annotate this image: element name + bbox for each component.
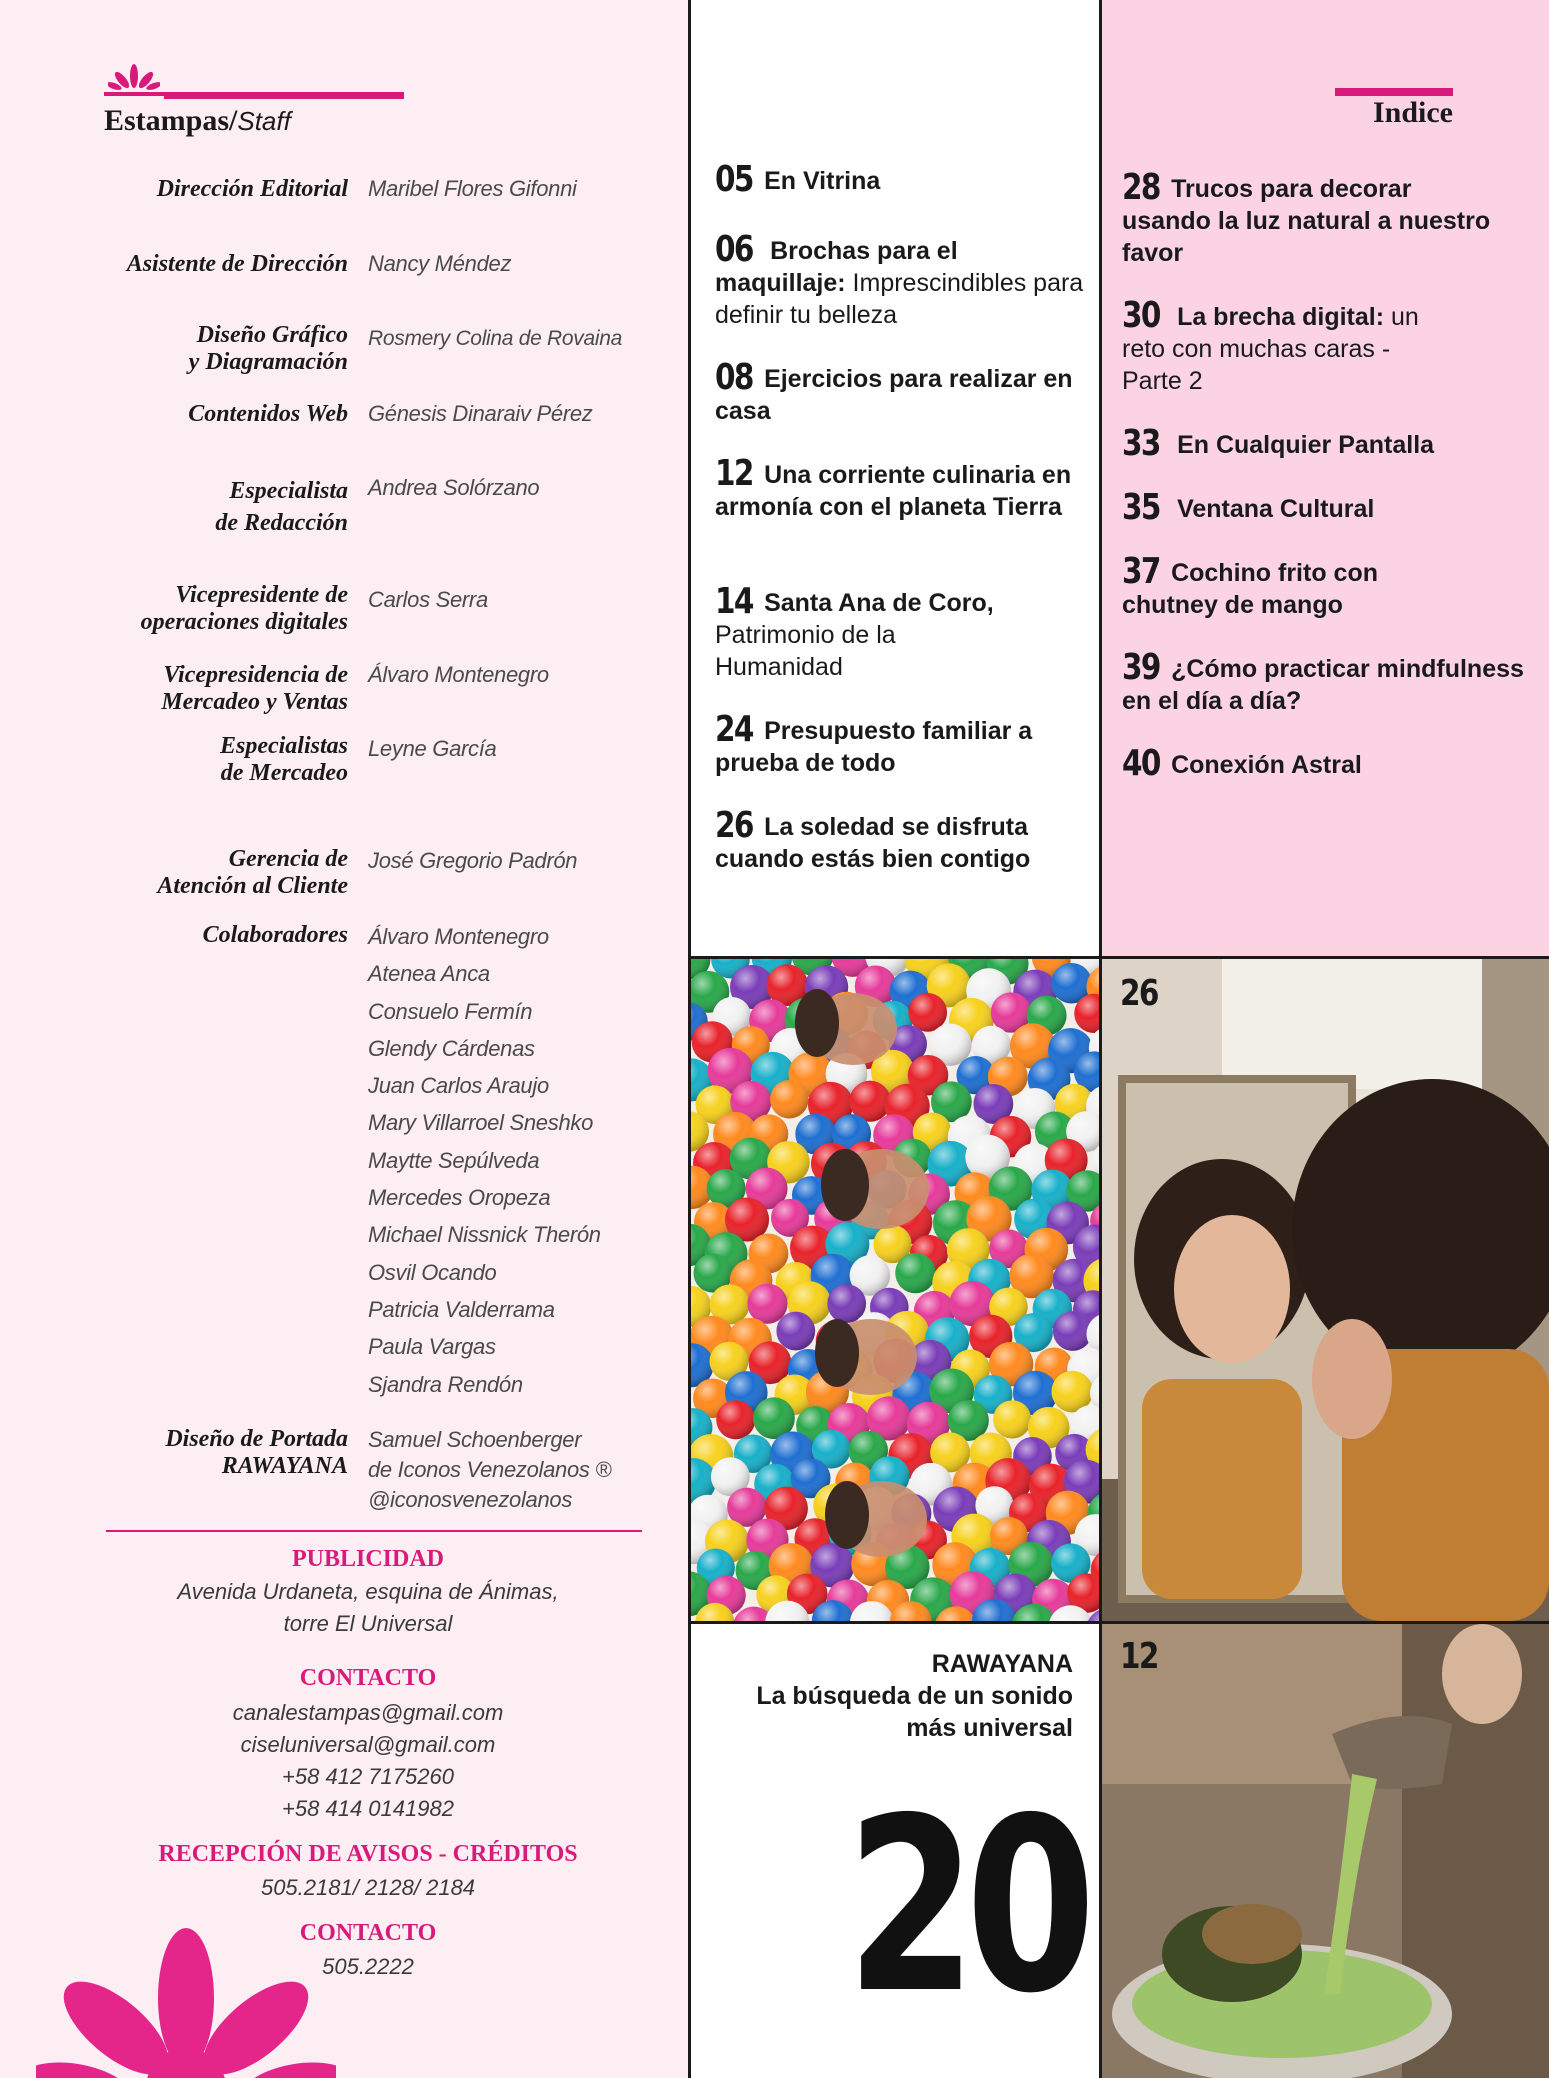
index-entry[interactable] [1122, 551, 1422, 621]
collaborator-name: Mercedes Oropeza [368, 1185, 551, 1211]
staff-name: Nancy Méndez [368, 251, 512, 276]
entry-title: Conexión Astral [1171, 751, 1362, 779]
index-entry[interactable] [715, 805, 1055, 875]
masthead-bar [164, 92, 404, 99]
index-column-left [691, 0, 1099, 956]
staff-role: Vicepresidencia de Mercadeo y Ventas [161, 662, 348, 715]
staff-name: Leyne García [368, 736, 497, 761]
index-entry[interactable] [715, 229, 1085, 331]
page-number: 33 [1122, 423, 1160, 464]
image-page-number: 12 [1120, 1636, 1158, 1677]
index-entry[interactable] [1122, 647, 1542, 717]
entry-description: un reto con muchas caras - Parte 2 [1122, 303, 1419, 395]
staff-role: Asistente de Dirección [126, 251, 348, 277]
index-entry[interactable] [1122, 295, 1452, 397]
entry-title: Una corriente culinaria en armonía con el planeta Tierra [715, 461, 1072, 521]
flower-logo-icon [108, 62, 160, 92]
staff-name: Génesis Dinaraiv Pérez [368, 401, 593, 426]
staff-name: Álvaro Montenegro [368, 662, 549, 687]
page-number: 40 [1122, 743, 1160, 784]
page-number: 35 [1122, 487, 1160, 528]
collaborator-name: Osvil Ocando [368, 1259, 497, 1285]
index-column-right [1102, 0, 1549, 956]
collaborator-name: Mary Villarroel Sneshko [368, 1110, 594, 1136]
staff-role: Gerencia de Atención al Cliente [157, 846, 348, 899]
flower-decoration-icon [36, 1918, 336, 2078]
publicidad-line: Avenida Urdaneta, esquina de Ánimas, [177, 1579, 559, 1604]
collaborator-name: Consuelo Fermín [368, 998, 533, 1024]
entry-title: La soledad se disfruta cuando estás bien contigo [715, 813, 1031, 873]
entry-title: Santa Ana de Coro, [764, 589, 994, 617]
collaborators-list [368, 918, 601, 1403]
staff-role: Diseño de Portada RAWAYANA [165, 1426, 348, 1479]
column-divider [688, 0, 691, 2078]
index-entry[interactable] [715, 453, 1085, 523]
page-number: 39 [1122, 647, 1160, 688]
contact2-title: CONTACTO [299, 1920, 437, 1946]
contact-phone: +58 414 0141982 [282, 1796, 454, 1821]
staff-column [0, 0, 688, 2078]
contact-email: canalestampas@gmail.com [232, 1700, 504, 1725]
publicidad-line: torre El Universal [283, 1611, 453, 1636]
staff-role: Especialista de Redacción [215, 478, 348, 536]
cover-story-box[interactable] [691, 1624, 1099, 2078]
index-entry[interactable] [1122, 487, 1522, 528]
woman-mirror-photo [1102, 959, 1549, 1621]
page-number: 05 [715, 159, 753, 200]
page-number: 37 [1122, 551, 1160, 592]
staff-role: Vicepresidente de operaciones digitales [140, 582, 348, 635]
recepcion-phone: 505.2181/ 2128/ 2184 [260, 1875, 476, 1900]
row-divider [688, 1621, 1549, 1624]
entry-title: ¿Cómo practicar mindfulness en el día a día? [1122, 655, 1524, 715]
index-accent-bar [1335, 88, 1453, 96]
contact-email: ciseluniversal@gmail.com [240, 1732, 496, 1757]
collaborator-name: Sjandra Rendón [368, 1371, 523, 1397]
index-entry[interactable] [715, 709, 1085, 779]
index-entry[interactable] [715, 159, 1085, 200]
entry-title: Trucos para decorar usando la luz natural a nuestro favor [1122, 175, 1491, 267]
green-soup-photo [1102, 1624, 1549, 2078]
entry-title: En Cualquier Pantalla [1177, 431, 1435, 459]
entry-title: Brochas para el maquillaje: [715, 237, 958, 297]
row-divider [688, 956, 1549, 959]
contact-title: CONTACTO [299, 1665, 437, 1691]
staff-role: Dirección Editorial [156, 176, 348, 202]
divider [106, 1530, 642, 1532]
staff-name: Maribel Flores Gifonni [368, 176, 577, 201]
entry-title: Cochino frito con chutney de mango [1122, 559, 1378, 619]
index-entry[interactable] [1122, 167, 1502, 269]
staff-name: Samuel Schoenberger de Iconos Venezolanos ® @iconosvenezolanos [368, 1427, 612, 1512]
page-number: 08 [715, 357, 753, 398]
recepcion-title: RECEPCIÓN DE AVISOS - CRÉDITOS [158, 1841, 578, 1867]
masthead-title: Estampas/Staff [104, 104, 291, 137]
index-entry[interactable] [715, 357, 1085, 427]
collaborator-name: Patricia Valderrama [368, 1296, 555, 1322]
collaborator-name: Atenea Anca [368, 961, 490, 987]
collaborator-name: Glendy Cárdenas [368, 1035, 535, 1061]
index-entry[interactable] [1122, 743, 1522, 784]
entry-title: Ejercicios para realizar en casa [715, 365, 1073, 425]
staff-role: Contenidos Web [188, 401, 348, 427]
staff-name: José Gregorio Padrón [368, 848, 578, 873]
page-number: 06 [715, 229, 753, 270]
collaborator-name: Paula Vargas [368, 1334, 496, 1360]
entry-title: La brecha digital: [1177, 303, 1385, 331]
staff-role: Especialistas de Mercadeo [219, 733, 348, 786]
entry-title: Presupuesto familiar a prueba de todo [715, 717, 1033, 777]
page-number: 30 [1122, 295, 1160, 336]
staff-name: Andrea Solórzano [368, 475, 540, 500]
cover-page-number: 20 [846, 1766, 1085, 2046]
page-number: 24 [715, 709, 753, 750]
staff-role: Colaboradores [202, 922, 348, 948]
cover-story-title: RAWAYANA La búsqueda de un sonido más universal [756, 1650, 1073, 1742]
contact2-phone: 505.2222 [322, 1954, 414, 1979]
collaborator-name: Michael Nissnick Therón [368, 1222, 601, 1248]
collaborator-name: Álvaro Montenegro [368, 924, 549, 949]
index-entry[interactable] [1122, 423, 1522, 464]
entry-title: En Vitrina [764, 167, 881, 195]
image-page-number: 26 [1120, 973, 1158, 1014]
entry-description: Imprescindibles para definir tu belleza [715, 269, 1084, 329]
collaborator-name: Juan Carlos Araujo [368, 1073, 549, 1099]
page-number: 14 [715, 581, 753, 622]
publicidad-title: PUBLICIDAD [291, 1546, 444, 1572]
contact-phone: +58 412 7175260 [282, 1764, 454, 1789]
collaborator-name: Maytte Sepúlveda [368, 1147, 540, 1173]
staff-name: Carlos Serra [368, 587, 488, 612]
index-heading: Indice [1372, 96, 1453, 129]
page-number: 26 [715, 805, 753, 846]
staff-role: Diseño Gráfico y Diagramación [188, 322, 348, 375]
entry-description: Patrimonio de la Humanidad [715, 621, 896, 681]
entry-title: Ventana Cultural [1177, 495, 1375, 523]
ball-pit-photo [691, 959, 1099, 1621]
page-number: 28 [1122, 167, 1160, 208]
staff-name: Rosmery Colina de Rovaina [368, 327, 622, 350]
column-divider [1099, 0, 1102, 2078]
page-number: 12 [715, 453, 753, 494]
index-entry[interactable] [715, 581, 1015, 683]
